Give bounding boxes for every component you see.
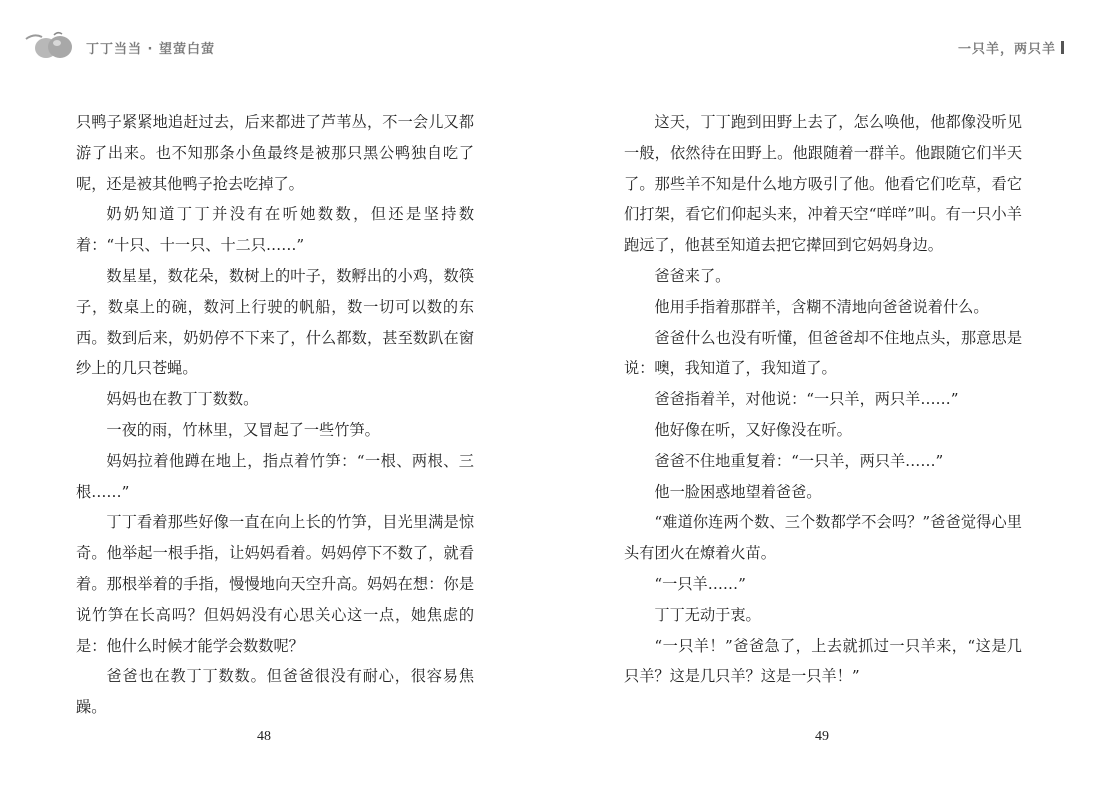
paragraph: 爸爸也在教丁丁数数。但爸爸很没有耐心，很容易焦躁。 <box>76 667 474 717</box>
left-running-header <box>24 28 215 62</box>
paragraph: 爸爸指着羊，对他说：“一只羊，两只羊……” <box>654 390 959 409</box>
gourd-logo-icon <box>24 29 76 61</box>
paragraph: 丁丁看着那些好像一直在向上长的竹笋，目光里满是惊奇。他举起一根手指，让妈妈看着。妈妈停下不数了，就看着。那根举着的手指，慢慢地向天空升高。妈妈在想：你是说竹笋在长高吗？但妈妈没有心思关心这一点，她焦虑的是：他什么时候才能学会数数呢？ <box>76 513 474 655</box>
paragraph: 他用手指着那群羊，含糊不清地向爸爸说着什么。 <box>654 297 989 316</box>
paragraph: “一只羊……” <box>654 574 746 593</box>
paragraph: “一只羊！”爸爸急了，上去就抓过一只羊来，“这是几只羊？这是几只羊？这是一只羊！” <box>624 636 1022 686</box>
paragraph: 爸爸来了。 <box>654 266 731 285</box>
right-running-header <box>958 38 1064 57</box>
paragraph: 他一脸困惑地望着爸爸。 <box>654 482 822 501</box>
left-header-title: 丁丁当当 · 望萤白萤 <box>86 41 215 57</box>
paragraph: 他好像在听，又好像没在听。 <box>654 420 852 439</box>
paragraph: 爸爸什么也没有听懂，但爸爸却不住地点头，那意思是说：噢，我知道了，我知道了。 <box>624 328 1022 378</box>
paragraph: 数星星，数花朵，数树上的叶子，数孵出的小鸡，数筷子，数桌上的碗，数河上行驶的帆船，数一切可以数的东西。数到后来，奶奶停不下来了，什么都数，甚至数趴在窗纱上的几只苍蝇。 <box>76 266 474 378</box>
paragraph: 妈妈也在教丁丁数数。 <box>106 390 259 409</box>
paragraph: 奶奶知道丁丁并没有在听她数数，但还是坚持数着：“十只、十一只、十二只……” <box>76 205 474 255</box>
right-header-title: 一只羊，两只羊 <box>957 42 1056 57</box>
right-body-text <box>624 107 1022 692</box>
paragraph: 只鸭子紧紧地追赶过去，后来都进了芦苇丛，不一会儿又都游了出来。也不知那条小鱼最终是被那只黑公鸭独自吃了呢，还是被其他鸭子抢去吃掉了。 <box>76 113 474 193</box>
paragraph: 爸爸不住地重复着：“一只羊，两只羊……” <box>654 451 944 470</box>
right-page-number: 49 <box>815 729 829 744</box>
paragraph: 丁丁无动于衷。 <box>654 605 761 624</box>
paragraph: 一夜的雨，竹林里，又冒起了一些竹笋。 <box>106 420 380 439</box>
header-bar-icon <box>1061 41 1064 54</box>
paragraph: “难道你连两个数、三个数都学不会吗？”爸爸觉得心里头有团火在燎着火苗。 <box>624 513 1022 563</box>
paragraph: 这天，丁丁跑到田野上去了，怎么唤他，他都像没听见一般，依然待在田野上。他跟随着一群羊。他跟随它们半天了。那些羊不知是什么地方吸引了他。他看它们吃草，看它们打架，看它们仰起头来，冲着天空“咩咩”叫。有一只小羊跑远了，他甚至知道去把它撵回到它妈妈身边。 <box>624 113 1022 255</box>
paragraph: 妈妈拉着他蹲在地上，指点着竹笋：“一根、两根、三根……” <box>76 451 474 501</box>
right-page <box>548 0 1096 786</box>
left-body-text <box>76 107 474 723</box>
left-page-number: 48 <box>257 729 271 744</box>
